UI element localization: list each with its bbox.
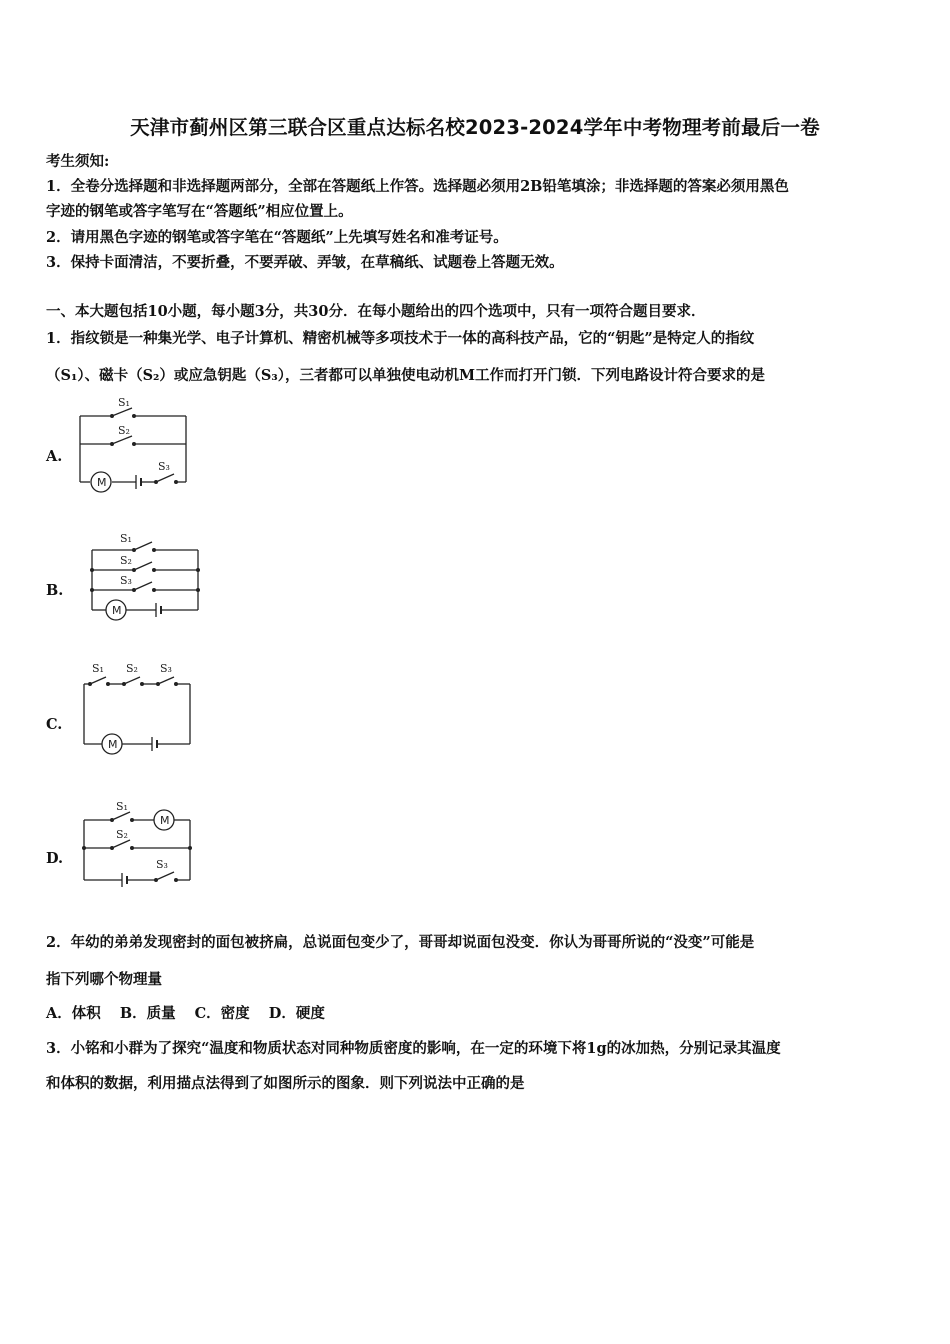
q2-stem-line2: 指下列哪个物理量 xyxy=(46,971,162,988)
switch-s3-label: S₃ xyxy=(120,574,132,587)
q2-choice-b: B．质量 xyxy=(119,1005,176,1022)
circuit-c xyxy=(76,660,216,764)
q1-stem-line2: （S₁）、磁卡（S₂）或应急钥匙（S₃），三者都可以单独使电动机M工作而打开门锁．下列电路设计符合要求的是 xyxy=(46,367,766,384)
q3-stem-line2: 和体积的数据，利用描点法得到了如图所示的图象．则下列说法中正确的是 xyxy=(46,1075,525,1092)
document-title: 天津市蓟州区第三联合区重点达标名校2023-2024学年中考物理考前最后一卷 xyxy=(130,116,820,139)
notice-item-2: 2．请用黑色字迹的钢笔或答字笔在“答题纸”上先填写姓名和准考证号。 xyxy=(46,229,508,246)
option-a-label: A. xyxy=(46,448,63,465)
switch-s2-label: S₂ xyxy=(118,424,130,437)
q1-stem-line1: 1．指纹锁是一种集光学、电子计算机、精密机械等多项技术于一体的高科技产品，它的“钥匙”是特定人的指纹 xyxy=(46,330,755,347)
circuit-c-diagram xyxy=(76,660,216,760)
q2-stem-line1: 2．年幼的弟弟发现密封的面包被挤扁，总说面包变少了，哥哥却说面包没变．你认为哥哥所说的“没变”可能是 xyxy=(46,934,755,951)
option-d-label: D. xyxy=(46,850,64,867)
motor-label: M xyxy=(112,604,122,617)
section-intro: 一、本大题包括10小题，每小题3分，共30分．在每小题给出的四个选项中，只有一项符合题目要求． xyxy=(46,303,706,320)
switch-s3-label: S₃ xyxy=(156,858,168,871)
motor-label: M xyxy=(97,476,107,489)
switch-s2-label: S₂ xyxy=(116,828,128,841)
q2-choices xyxy=(46,1004,916,1024)
switch-s3-label: S₃ xyxy=(160,662,172,675)
switch-s1-label: S₁ xyxy=(92,662,104,675)
notice-heading: 考生须知: xyxy=(46,153,110,170)
switch-s2-label: S₂ xyxy=(120,554,132,567)
circuit-a-diagram xyxy=(72,394,232,499)
notice-item-1-cont: 字迹的钢笔或答字笔写在“答题纸”相应位置上。 xyxy=(46,203,353,220)
q3-stem-line1: 3．小铭和小群为了探究“温度和物质状态对同种物质密度的影响，在一定的环境下将1g的冰加热，分别记录其温度 xyxy=(46,1040,781,1057)
notice-item-1: 1．全卷分选择题和非选择题两部分，全部在答题纸上作答。选择题必须用2B铅笔填涂；非选择题的答案必须用黑色 xyxy=(46,178,789,195)
switch-s2-label: S₂ xyxy=(126,662,138,675)
q2-choice-c: C．密度 xyxy=(194,1005,250,1022)
q2-choice-d: D．硬度 xyxy=(268,1005,325,1022)
circuit-b-diagram xyxy=(84,528,224,633)
circuit-d xyxy=(76,796,216,900)
switch-s1-label: S₁ xyxy=(118,396,130,409)
circuit-a xyxy=(72,394,232,503)
option-c-label: C. xyxy=(46,716,63,733)
switch-s1-label: S₁ xyxy=(116,800,128,813)
option-b-label: B. xyxy=(46,582,64,599)
motor-label: M xyxy=(108,738,118,751)
circuit-d-diagram xyxy=(76,796,216,896)
notice-item-3: 3．保持卡面清洁，不要折叠，不要弄破、弄皱，在草稿纸、试题卷上答题无效。 xyxy=(46,254,564,271)
switch-s3-label: S₃ xyxy=(158,460,170,473)
q2-choice-a: A．体积 xyxy=(46,1005,101,1022)
circuit-b xyxy=(84,528,224,637)
motor-label: M xyxy=(160,814,170,827)
switch-s1-label: S₁ xyxy=(120,532,132,545)
